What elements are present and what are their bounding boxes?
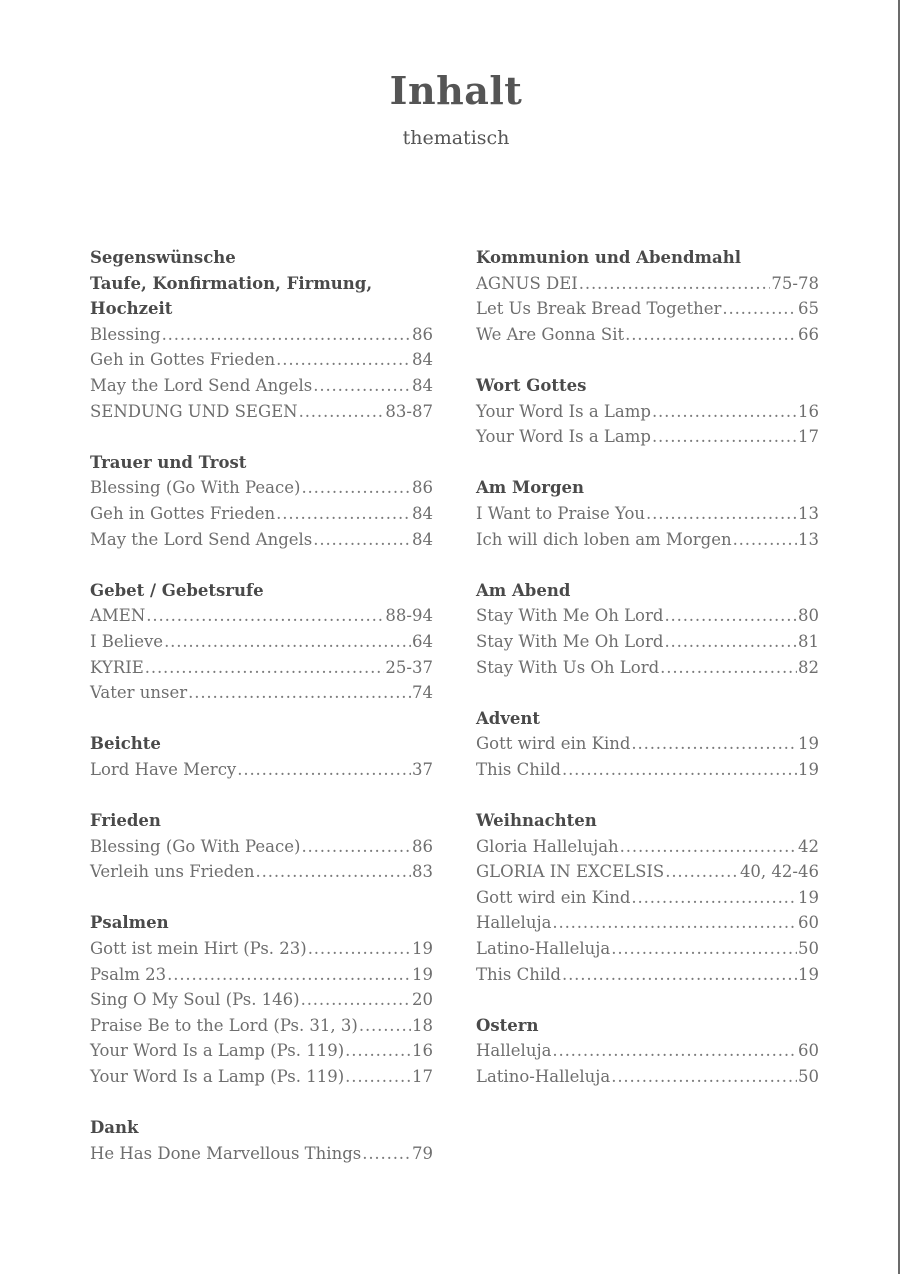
entry-page-number: 13 xyxy=(798,529,819,549)
dot-leader xyxy=(301,475,411,501)
entry-title: Stay With Us Oh Lord xyxy=(476,657,660,677)
toc-entry[interactable] xyxy=(476,910,819,936)
section-heading: Wort Gottes xyxy=(476,375,587,395)
section-heading: Kommunion und Abendmahl xyxy=(476,248,741,267)
toc-section-psalmen xyxy=(90,910,433,1089)
toc-entry[interactable] xyxy=(476,501,819,527)
entry-title: Let Us Break Bread Together xyxy=(476,299,722,319)
entry-title: Your Word Is a Lamp xyxy=(476,401,651,421)
section-heading: Beichte xyxy=(90,734,161,754)
dot-leader xyxy=(652,424,797,450)
toc-entry[interactable] xyxy=(476,399,819,425)
entry-page-number: 16 xyxy=(412,1041,433,1061)
entry-page-number: 50 xyxy=(798,1067,819,1086)
entry-page-number: 81 xyxy=(798,631,819,651)
toc-entry[interactable] xyxy=(476,731,819,757)
entry-title: Lord Have Mercy xyxy=(90,759,237,779)
entry-title: Halleluja xyxy=(476,1041,552,1061)
entry-title: He Has Done Marvellous Things xyxy=(90,1143,362,1163)
section-heading: Weihnachten xyxy=(476,811,597,831)
toc-entry[interactable] xyxy=(476,655,819,681)
entry-page-number: 19 xyxy=(412,939,433,959)
entry-title: Your Word Is a Lamp (Ps. 119) xyxy=(90,1067,345,1086)
dot-leader xyxy=(345,1038,411,1064)
dot-leader xyxy=(620,834,797,860)
section-heading: Segenswünsche xyxy=(90,248,236,267)
toc-entry[interactable] xyxy=(90,757,433,783)
entry-page-number: 13 xyxy=(798,503,819,523)
toc-entry[interactable] xyxy=(90,1013,433,1039)
dot-leader xyxy=(552,1038,797,1064)
section-heading: Dank xyxy=(90,1118,139,1138)
toc-entry[interactable] xyxy=(476,834,819,860)
dot-leader xyxy=(611,936,797,962)
entry-title: GLORIA IN EXCELSIS xyxy=(476,862,665,882)
toc-entry[interactable] xyxy=(476,962,819,988)
dot-leader xyxy=(164,629,411,655)
dot-leader xyxy=(256,859,411,885)
entry-page-number: 84 xyxy=(412,503,433,523)
entry-page-number: 65 xyxy=(798,299,819,319)
toc-entry[interactable] xyxy=(476,629,819,655)
dot-leader xyxy=(301,834,411,860)
section-heading: Trauer und Trost xyxy=(90,452,247,472)
entry-title: Your Word Is a Lamp (Ps. 119) xyxy=(90,1041,345,1061)
toc-entry[interactable] xyxy=(90,962,433,988)
toc-entry[interactable] xyxy=(90,373,433,399)
toc-entry[interactable] xyxy=(90,987,433,1013)
dot-leader xyxy=(660,655,797,681)
entry-title: May the Lord Send Angels xyxy=(90,529,313,549)
entry-page-number: 40, 42-46 xyxy=(739,862,819,882)
section-heading: Taufe, Konfirmation, Firmung, xyxy=(90,273,373,293)
toc-entry[interactable] xyxy=(90,1038,433,1064)
section-heading: Gebet / Gebetsrufe xyxy=(90,580,264,600)
entry-page-number: 19 xyxy=(798,734,819,754)
toc-entry[interactable] xyxy=(476,859,819,885)
dot-leader xyxy=(562,962,797,988)
dot-leader xyxy=(631,731,797,757)
entry-title: Halleluja xyxy=(476,913,552,933)
dot-leader xyxy=(611,1064,797,1090)
toc-left-column xyxy=(90,245,433,1192)
dot-leader xyxy=(276,347,411,373)
section-heading: Advent xyxy=(476,708,541,728)
entry-page-number: 88-94 xyxy=(385,606,433,626)
entry-page-number: 86 xyxy=(412,836,433,856)
dot-leader xyxy=(308,936,411,962)
entry-title: KYRIE xyxy=(90,657,144,677)
toc-entry[interactable] xyxy=(90,1064,433,1090)
toc-entry[interactable] xyxy=(90,347,433,373)
toc-entry[interactable] xyxy=(90,655,433,681)
entry-title: Blessing (Go With Peace) xyxy=(90,478,301,498)
dot-leader xyxy=(664,603,797,629)
entry-page-number: 83 xyxy=(412,862,433,882)
entry-page-number: 60 xyxy=(798,913,819,933)
entry-page-number: 75-78 xyxy=(771,273,819,293)
dot-leader xyxy=(145,655,385,681)
dot-leader xyxy=(646,501,797,527)
toc-entry[interactable] xyxy=(476,296,819,322)
entry-title: We Are Gonna Sit xyxy=(476,324,625,344)
entry-page-number: 86 xyxy=(412,478,433,498)
toc-entry[interactable] xyxy=(476,936,819,962)
entry-page-number: 60 xyxy=(798,1041,819,1061)
dot-leader xyxy=(733,527,797,553)
toc-entry[interactable] xyxy=(90,859,433,885)
entry-page-number: 84 xyxy=(412,350,433,370)
toc-entry[interactable] xyxy=(476,603,819,629)
toc-entry[interactable] xyxy=(90,834,433,860)
section-heading: Am Abend xyxy=(476,580,571,600)
entry-page-number: 16 xyxy=(798,401,819,421)
entry-page-number: 86 xyxy=(412,324,433,344)
entry-title: Sing O My Soul (Ps. 146) xyxy=(90,990,300,1010)
toc-entry[interactable] xyxy=(476,885,819,911)
entry-title: Vater unser xyxy=(90,683,188,703)
toc-entry[interactable] xyxy=(476,1038,819,1064)
toc-section-frieden xyxy=(90,808,433,885)
entry-title: I Want to Praise You xyxy=(476,503,646,523)
toc-entry[interactable] xyxy=(476,271,819,297)
entry-page-number: 82 xyxy=(798,657,819,677)
entry-page-number: 17 xyxy=(798,427,819,447)
entry-title: Stay With Me Oh Lord xyxy=(476,606,664,626)
section-heading: Am Morgen xyxy=(476,478,584,498)
toc-section-advent xyxy=(476,706,819,783)
toc-entry[interactable] xyxy=(90,603,433,629)
toc-entry[interactable] xyxy=(90,501,433,527)
toc-section-beichte xyxy=(90,731,433,782)
toc-section-weihnachten xyxy=(476,808,819,987)
toc-section-ostern xyxy=(476,1013,819,1090)
dot-leader xyxy=(362,1141,411,1167)
entry-page-number: 37 xyxy=(412,759,433,779)
entry-title: Latino-Halleluja xyxy=(476,939,611,959)
dot-leader xyxy=(162,322,411,348)
dot-leader xyxy=(299,399,385,425)
entry-page-number: 79 xyxy=(412,1143,433,1163)
toc-right-column xyxy=(476,245,819,1115)
entry-title: AMEN xyxy=(90,606,146,626)
entry-title: Psalm 23 xyxy=(90,964,167,984)
dot-leader xyxy=(652,399,797,425)
entry-title: Stay With Me Oh Lord xyxy=(476,631,664,651)
dot-leader xyxy=(359,1013,411,1039)
toc-section-am-abend xyxy=(476,578,819,680)
dot-leader xyxy=(188,680,411,706)
entry-title: I Believe xyxy=(90,631,164,651)
toc-entry[interactable] xyxy=(90,936,433,962)
dot-leader xyxy=(579,271,771,297)
dot-leader xyxy=(664,629,797,655)
section-heading: Hochzeit xyxy=(90,299,173,319)
entry-title: Blessing xyxy=(90,324,161,344)
entry-page-number: 19 xyxy=(798,964,819,984)
dot-leader xyxy=(665,859,739,885)
toc-entry[interactable] xyxy=(90,680,433,706)
toc-entry[interactable] xyxy=(476,322,819,348)
entry-page-number: 18 xyxy=(412,1015,433,1035)
toc-entry[interactable] xyxy=(90,475,433,501)
toc-entry[interactable] xyxy=(90,629,433,655)
dot-leader xyxy=(313,527,411,553)
dot-leader xyxy=(146,603,384,629)
dot-leader xyxy=(167,962,411,988)
entry-page-number: 20 xyxy=(412,990,433,1010)
toc-entry[interactable] xyxy=(476,1064,819,1090)
page-title: Inhalt xyxy=(389,68,523,113)
entry-title: This Child xyxy=(476,759,561,779)
section-heading: Psalmen xyxy=(90,913,169,933)
entry-page-number: 50 xyxy=(798,939,819,959)
section-heading: Ostern xyxy=(476,1015,539,1035)
entry-title: Geh in Gottes Frieden xyxy=(90,350,276,370)
entry-title: Gott ist mein Hirt (Ps. 23) xyxy=(90,939,307,959)
toc-entry[interactable] xyxy=(476,527,819,553)
entry-title: Your Word Is a Lamp xyxy=(476,427,651,447)
section-heading: Frieden xyxy=(90,811,161,831)
entry-title: Gott wird ein Kind xyxy=(476,887,631,907)
entry-page-number: 17 xyxy=(412,1067,433,1086)
dot-leader xyxy=(345,1064,411,1090)
toc-section-gebet-gebetsrufe xyxy=(90,578,433,706)
dot-leader xyxy=(625,322,797,348)
entry-page-number: 83-87 xyxy=(385,401,433,421)
toc-entry[interactable] xyxy=(476,757,819,783)
entry-title: Latino-Halleluja xyxy=(476,1067,611,1086)
dot-leader xyxy=(552,910,797,936)
entry-page-number: 80 xyxy=(798,606,819,626)
toc-section-kommunion-und-abendmahl xyxy=(476,245,819,347)
entry-title: Blessing (Go With Peace) xyxy=(90,836,301,856)
entry-page-number: 84 xyxy=(412,375,433,395)
dot-leader xyxy=(313,373,411,399)
entry-title: AGNUS DEI xyxy=(476,273,578,293)
entry-page-number: 84 xyxy=(412,529,433,549)
toc-section-am-morgen xyxy=(476,475,819,552)
entry-page-number: 19 xyxy=(412,964,433,984)
entry-title: Gott wird ein Kind xyxy=(476,734,631,754)
toc-entry[interactable] xyxy=(90,527,433,553)
toc-entry[interactable] xyxy=(90,1141,433,1167)
entry-title: Praise Be to the Lord (Ps. 31, 3) xyxy=(90,1015,358,1035)
entry-title: This Child xyxy=(476,964,561,984)
toc-section-wort-gottes xyxy=(476,373,819,450)
page-subtitle: thematisch xyxy=(402,127,510,149)
toc-entry[interactable] xyxy=(90,322,433,348)
toc-entry[interactable] xyxy=(476,424,819,450)
entry-page-number: 19 xyxy=(798,887,819,907)
entry-page-number: 42 xyxy=(798,836,819,856)
dot-leader xyxy=(237,757,411,783)
dot-leader xyxy=(276,501,411,527)
entry-title: May the Lord Send Angels xyxy=(90,375,313,395)
entry-page-number: 64 xyxy=(412,631,433,651)
entry-page-number: 25-37 xyxy=(385,657,433,677)
entry-page-number: 74 xyxy=(412,683,433,703)
entry-title: Ich will dich loben am Morgen xyxy=(476,529,732,549)
entry-page-number: 66 xyxy=(798,324,819,344)
toc-section-trauer-und-trost xyxy=(90,450,433,552)
entry-page-number: 19 xyxy=(798,759,819,779)
dot-leader xyxy=(562,757,797,783)
toc-entry[interactable] xyxy=(90,399,433,425)
entry-title: Geh in Gottes Frieden xyxy=(90,503,276,523)
entry-title: Gloria Hallelujah xyxy=(476,836,619,856)
toc-section-segenswuensche xyxy=(90,245,433,424)
dot-leader xyxy=(722,296,797,322)
entry-title: SENDUNG UND SEGEN xyxy=(90,401,298,421)
entry-title: Verleih uns Frieden xyxy=(90,862,255,882)
dot-leader xyxy=(301,987,411,1013)
toc-section-dank xyxy=(90,1115,433,1166)
dot-leader xyxy=(631,885,797,911)
